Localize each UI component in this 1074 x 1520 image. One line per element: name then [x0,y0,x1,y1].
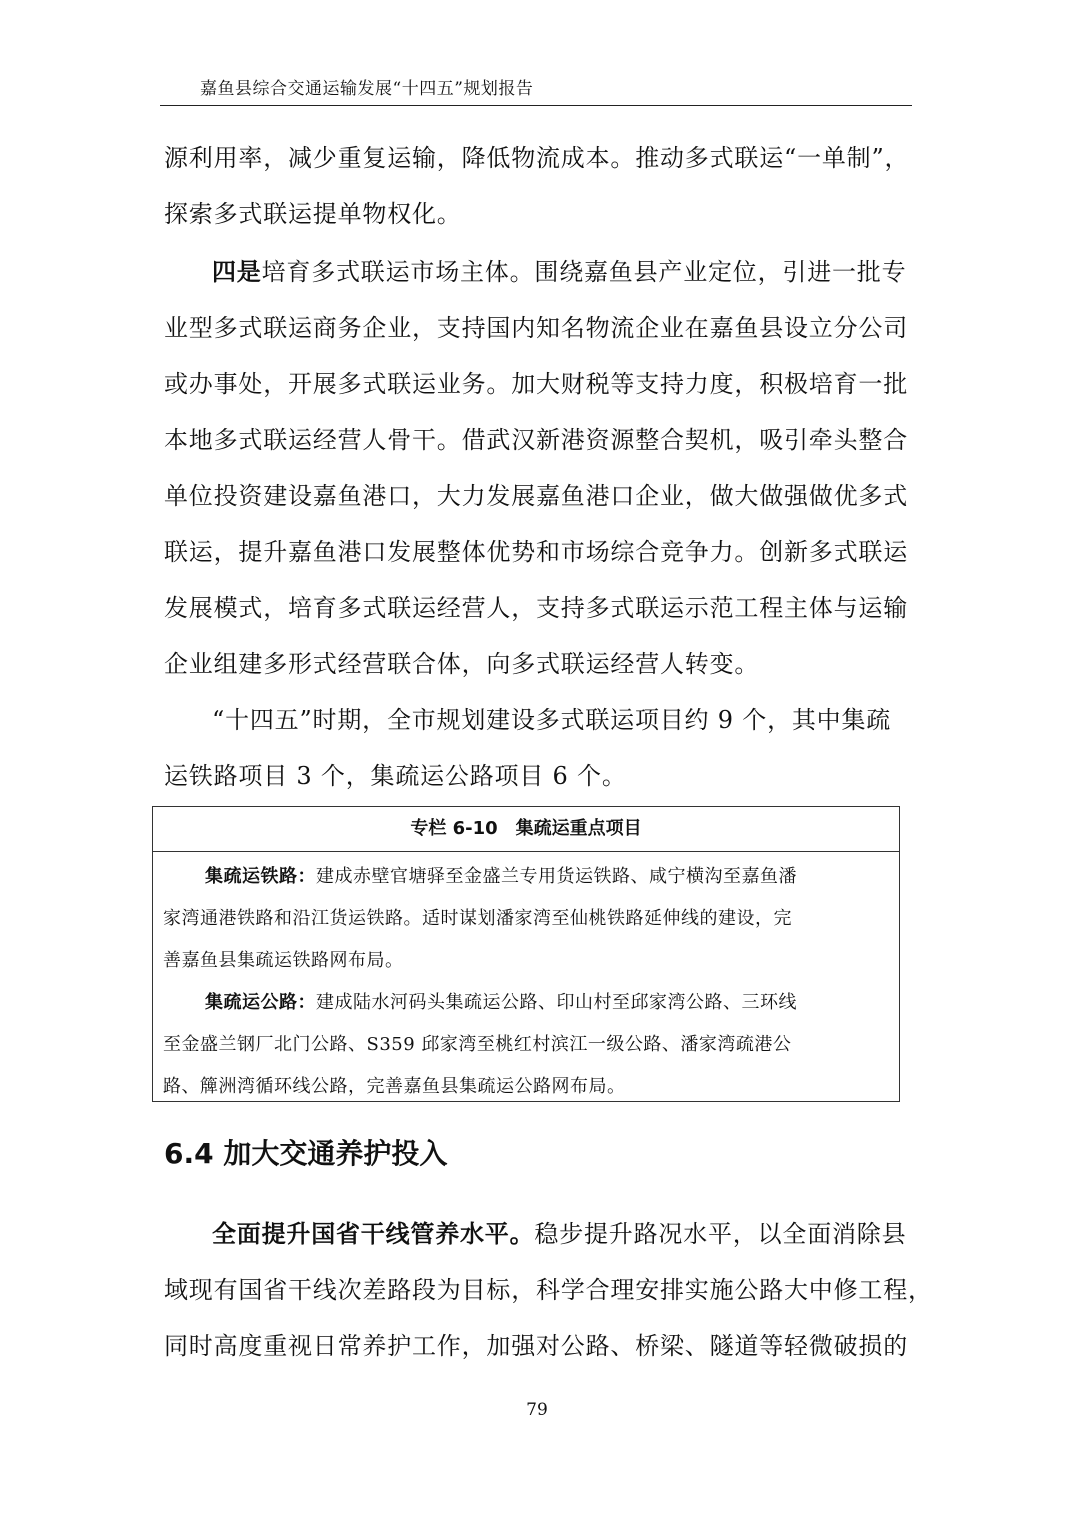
text-line: 源利用率，减少重复运输，降低物流成本。推动多式联运“一单制”， [164,144,910,172]
text-line: 发展模式，培育多式联运经营人，支持多式联运示范工程主体与运输 [164,594,908,622]
railway-line [163,856,889,898]
text-line: 路、簰洲湾循环线公路，完善嘉鱼县集疏运公路网布局。 [163,1076,626,1097]
page-header [160,74,912,106]
text-span: 建成赤壁官塘驿至金盛兰专用货运铁路、咸宁横沟至嘉鱼潘 [316,866,797,887]
box-title: 专栏 6-10 集疏运重点项目 [153,807,899,852]
text-line: 家湾通港铁路和沿江货运铁路。适时谋划潘家湾至仙桃铁路延伸线的建设，完 [163,908,792,929]
project-box [152,806,900,1102]
page-number: 79 [526,1400,548,1420]
text-line: “十四五”时期，全市规划建设多式联运项目约 9 个，其中集疏 [212,706,892,734]
text-line: 业型多式联运商务企业，支持国内知名物流企业在嘉鱼县设立分公司 [164,314,908,342]
paragraph-4 [164,1206,933,1374]
text-line: 本地多式联运经营人骨干。借武汉新港资源整合契机，吸引牵头整合 [164,426,908,454]
text-span: 稳步提升路况水平，以全面消除县 [534,1220,907,1248]
text-line: 域现有国省干线次差路段为目标，科学合理安排实施公路大中修工程， [164,1276,933,1304]
paragraph-lead: 四是 [212,258,262,286]
text-line: 善嘉鱼县集疏运铁路网布局。 [163,950,404,971]
text-line: 运铁路项目 3 个，集疏运公路项目 6 个。 [164,762,627,790]
section-heading: 6.4 加大交通养护投入 [164,1137,448,1170]
text-line: 联运，提升嘉鱼港口发展整体优势和市场综合竞争力。创新多式联运 [164,538,908,566]
text-span: 培育多式联运市场主体。围绕嘉鱼县产业定位，引进一批专 [261,258,907,286]
paragraph-2 [164,244,912,692]
text-line [164,244,912,300]
paragraph-1 [164,130,912,242]
box-body [153,852,899,1108]
header-title: 嘉鱼县综合交通运输发展“十四五”规划报告 [200,79,534,99]
paragraph-3 [164,692,912,804]
text-line: 企业组建多形式经营联合体，向多式联运经营人转变。 [164,650,760,678]
text-line: 至金盛兰钢厂北门公路、S359 邱家湾至桃红村滨江一级公路、潘家湾疏港公 [163,1034,792,1055]
highway-label: 集疏运公路： [205,992,316,1013]
text-line [164,1206,912,1262]
paragraph-lead: 全面提升国省干线管养水平。 [212,1220,535,1248]
text-span: 建成陆水河码头集疏运公路、印山村至邱家湾公路、三环线 [316,992,797,1013]
railway-label: 集疏运铁路： [205,866,316,887]
text-line: 探索多式联运提单物权化。 [164,200,462,228]
text-line: 单位投资建设嘉鱼港口，大力发展嘉鱼港口企业，做大做强做优多式 [164,482,908,510]
text-line: 同时高度重视日常养护工作，加强对公路、桥梁、隧道等轻微破损的 [164,1332,908,1360]
text-line: 或办事处，开展多式联运业务。加大财税等支持力度，积极培育一批 [164,370,908,398]
highway-line [163,982,889,1024]
